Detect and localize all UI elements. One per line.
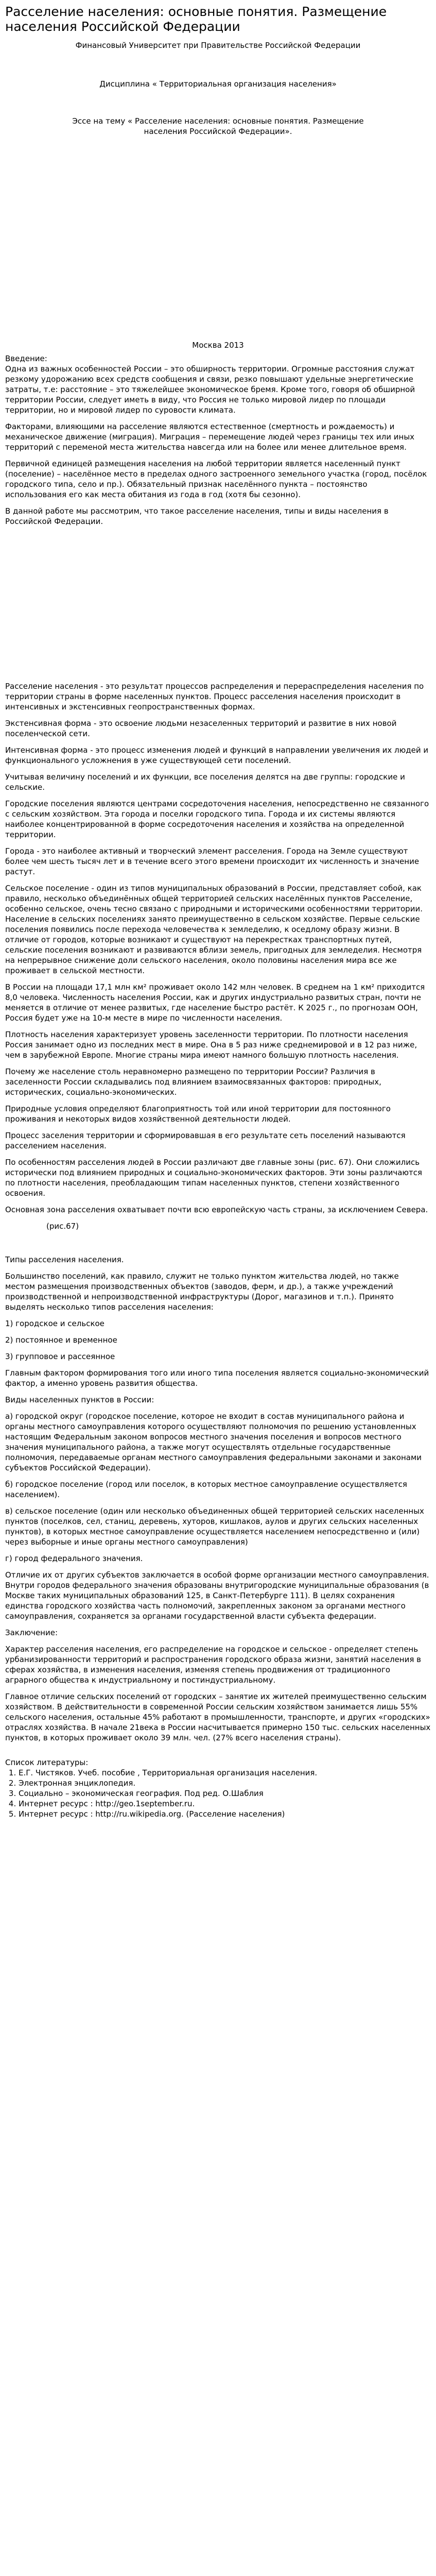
section-heading: Типы расселения населения. bbox=[5, 1255, 124, 1264]
body-paragraph: Большинство поселений, как правило, служит не только пунктом жительства людей, но также местом размещения производственных объектов (заводов, ферм, и др.), а также учреждений производственной и непроизводственной инфраструктуры (Дорог, магазинов и т.п.). Принято выделять несколько типов расселения населения: bbox=[5, 1272, 399, 1312]
university-name: Финансовый Университет при Правительстве Российской Федерации bbox=[75, 41, 361, 50]
body-paragraph: Интенсивная форма - это процесс изменения людей и функций в направлении увеличения их людей и функционального усложнения в уже существующей сети поселений. bbox=[5, 745, 429, 765]
intro-paragraph: Одна из важных особенностей России – это обширность территории. Огромные расстояния служат резкому удорожанию всех средств сообщения и связи, резко повышают удельные энергетические затраты, т.е: расстояние – это тяжелейшее экономическое бремя. Кроме того, говоря об обширной территории России, следует иметь в виду, что Россия не только мировой лидер по площади территории, но и мировой лидер по суровости климата. bbox=[5, 364, 415, 415]
literature-item: 5. Интернет ресурс : http://ru.wikipedia.org. (Расселение населения) bbox=[19, 1809, 431, 1819]
intro-paragraph: В данной работе мы рассмотрим, что такое расселение населения, типы и виды населения в Российской Федерации. bbox=[5, 506, 389, 526]
city-year: Москва 2013 bbox=[192, 341, 244, 350]
body-paragraph: г) город федерального значения. bbox=[5, 1554, 143, 1563]
conclusion-paragraph: Характер расселения населения, его распределение на городское и сельское - определяет степень урбанизированности территорий и распространения городского образа жизни, занятий населения в сферах хозяйства, в изменения населения, изменяя степень продвижения от традиционного аграрного общества к индустриальному и постиндустриальному. bbox=[5, 1645, 421, 1685]
body-paragraph: б) городское поселение (город или поселок, в которых местное самоуправление осуществляется населением). bbox=[5, 1480, 407, 1499]
body-paragraph: Города - это наиболее активный и творческий элемент расселения. Города на Земле существуют более чем шесть тысяч лет и в течение всего этого времени происходит их численность и значение растут. bbox=[5, 846, 420, 876]
literature-item: 3. Социально – экономическая география. Под ред. О.Шаблия bbox=[19, 1788, 431, 1799]
discipline-line: Дисциплина « Территориальная организация населения» bbox=[99, 79, 337, 89]
literature-item: 1. Е.Г. Чистяков. Учеб. пособие , Территориальная организация населения. bbox=[19, 1768, 431, 1778]
list-item: 2) постоянное и временное bbox=[5, 1335, 117, 1345]
body-paragraph: Плотность населения характеризует уровень заселенности территории. По плотности населения Россия занимает одно из последних мест в мире. Она в 5 раз ниже среднемировой и в 12 раз ниже, чем в зарубежной Европе. Многие страны мира имеют намного большую плотность населения. bbox=[5, 1030, 417, 1060]
body-paragraph: Процесс заселения территории и сформировавшая в его результате сеть поселений называются расселением населения. bbox=[5, 1131, 406, 1150]
body-paragraph: Городские поселения являются центрами сосредоточения населения, непосредственно не связанного с сельским хозяйством. Эта города и поселки городского типа. Города и их системы являются наиболее концентрированной в форме сосредоточения населения и хозяйства на определенной территории. bbox=[5, 799, 429, 839]
body-paragraph: Экстенсивная форма - это освоение людьми незаселенных территорий и развитие в них новой поселенческой сети. bbox=[5, 719, 397, 738]
body-paragraph: а) городской округ (городское поселение, которое не входит в состав муниципального района и органы местного самоуправления которого осуществляют полномочия по решению установленных настоящим Федеральным законом вопросов местного значения поселения и вопросов местного значения муниципального района, а также могут осуществлять отдельные государственные полномочия, передаваемые органам местного самоуправления федеральными законами и законами субъектов Российской Федерации). bbox=[5, 1412, 422, 1472]
body-paragraph: Природные условия определяют благоприятность той или иной территории для постоянного проживания и некоторых видов хозяйственной деятельности людей. bbox=[5, 1104, 391, 1124]
document-page bbox=[0, 4, 436, 1819]
body-paragraph: Сельское поселение - один из типов муниципальных образований в России, представляет собой, как правило, несколько объединённых общей территорией сельских населённых пунктов Расселение, особенно сельское, очень тесно связано с природными и историческими особенностями территории. Население в сельских поселениях занято преимущественно в сельском хозяйстве. Первые сельские поселения появились после перехода человечества к земледелию, к оседлому образу жизни. В отличие от городов, которые возникают и существуют на перекрестках транспортных путей, сельские поселения возникают и развиваются вблизи земель, пригодных для земледелия. Несмотря на непрерывное снижение доли сельского населения, около половины населения мира все же проживает в сельской местности. bbox=[5, 884, 423, 975]
body-paragraph: Почему же население столь неравномерно размещено по территории России? Различия в заселенности России складывались под влиянием взаимосвязанных факторов: природных, исторических, социально-экономических. bbox=[5, 1067, 381, 1097]
conclusion-heading: Заключение: bbox=[5, 1628, 58, 1637]
essay-topic: Эссе на тему « Расселение населения: основные понятия. Размещение населения Российской Федерации». bbox=[72, 116, 364, 136]
intro-paragraph: Первичной единицей размещения населения на любой территории является населенный пункт (поселение) – населённое место в пределах одного застроенного земельного участка (город, посёлок городского типа, село и пр.). Обязательный признак населённого пункта – постоянство использования его как места обитания из года в год (хотя бы сезонно). bbox=[5, 459, 427, 499]
body-paragraph: Главным фактором формирования того или иного типа поселения является социально-экономический фактор, а именно уровень развития общества. bbox=[5, 1368, 429, 1388]
intro-section bbox=[5, 364, 431, 527]
main-section bbox=[5, 681, 431, 1231]
body-paragraph: Основная зона расселения охватывает почти всю европейскую часть страны, за исключением Севера. bbox=[5, 1205, 428, 1214]
body-paragraph: По особенностям расселения людей в России различают две главные зоны (рис. 67). Они сложились исторически под влиянием природных и социально-экономических факторов. Эти зоны различаются по плотности населения, преобладающим типам населенных пунктов, степени хозяйственного освоения. bbox=[5, 1158, 423, 1198]
body-paragraph: Учитывая величину поселений и их функции, все поселения делятся на две группы: городские и сельские. bbox=[5, 772, 405, 792]
list-item: 1) городское и сельское bbox=[5, 1319, 104, 1328]
conclusion-section bbox=[5, 1628, 431, 1743]
body-paragraph: Отличие их от других субъектов заключается в особой форме организации местного самоуправления. Внутри городов федерального значения образованы внутригородские муниципальные образования (в Москве таких муниципальных образований 125, в Санкт-Петербурге 111). В целях сохранения единства городского хозяйства часть полномочий, закрепленных законом за органами местного самоуправления, сохраняется за органами государственной власти субъекта федерации. bbox=[5, 1570, 429, 1621]
literature-list bbox=[5, 1768, 431, 1819]
document-title: Расселение населения: основные понятия. Размещение населения Российской Федерации bbox=[5, 4, 387, 34]
literature-item: 4. Интернет ресурс : http://geo.1september.ru. bbox=[19, 1799, 431, 1809]
types-section bbox=[5, 1255, 431, 1621]
literature-heading: Список литературы: bbox=[5, 1758, 89, 1767]
list-item: 3) групповое и рассеянное bbox=[5, 1352, 115, 1361]
body-paragraph: Виды населенных пунктов в России: bbox=[5, 1395, 154, 1404]
literature-section bbox=[5, 1757, 431, 1819]
body-paragraph: в) сельское поселение (один или несколько объединенных общей территорией сельских населенных пунктов (поселков, сел, станиц, деревень, хуторов, кишлаков, аулов и других сельских населенных пунктов), в которых местное самоуправление осуществляется населением непосредственно и (или) через выборные и иные органы местного самоуправления) bbox=[5, 1506, 424, 1547]
intro-heading: Введение: bbox=[5, 354, 47, 363]
body-paragraph: В России на площади 17,1 млн км² проживает около 142 млн человек. В среднем на 1 км² приходится 8,0 человека. Численность населения России, как и других индустриально развитых стран, почти не меняется в отличие от менее развитых, где население быстро растёт. К 2025 г., по прогнозам ООН, Россия будет уже на 10-м месте в мире по численности населения. bbox=[5, 982, 425, 1023]
conclusion-paragraph: Главное отличие сельских поселений от городских – занятие их жителей преимущественно сельским хозяйством. В действительности в современной России сельским хозяйством занимается лишь 55% сельского населения, остальные 45% работают в промышленности, транспорте, и других «городских» отраслях хозяйства. В начале 21века в России насчитывается примерно 150 тыс. сельских населенных пунктов, в которых проживает около 39 млн. чел. (27% всего населения страны). bbox=[5, 1692, 431, 1742]
body-paragraph: Расселение населения - это результат процессов распределения и перераспределения населения по территории страны в форме населенных пунктов. Процесс расселения населения происходит в интенсивных и экстенсивных геопространственных формах. bbox=[5, 682, 424, 711]
literature-item: 2. Электронная энциклопедия. bbox=[19, 1778, 431, 1788]
intro-paragraph: Факторами, влияющими на расселение являются естественное (смертность и рождаемость) и механическое движение (миграция). Миграция – перемещение людей через границы тех или иных территорий с переменой места жительства навсегда или на более или менее длительное время. bbox=[5, 422, 415, 452]
figure-reference: (рис.67) bbox=[46, 1222, 79, 1231]
